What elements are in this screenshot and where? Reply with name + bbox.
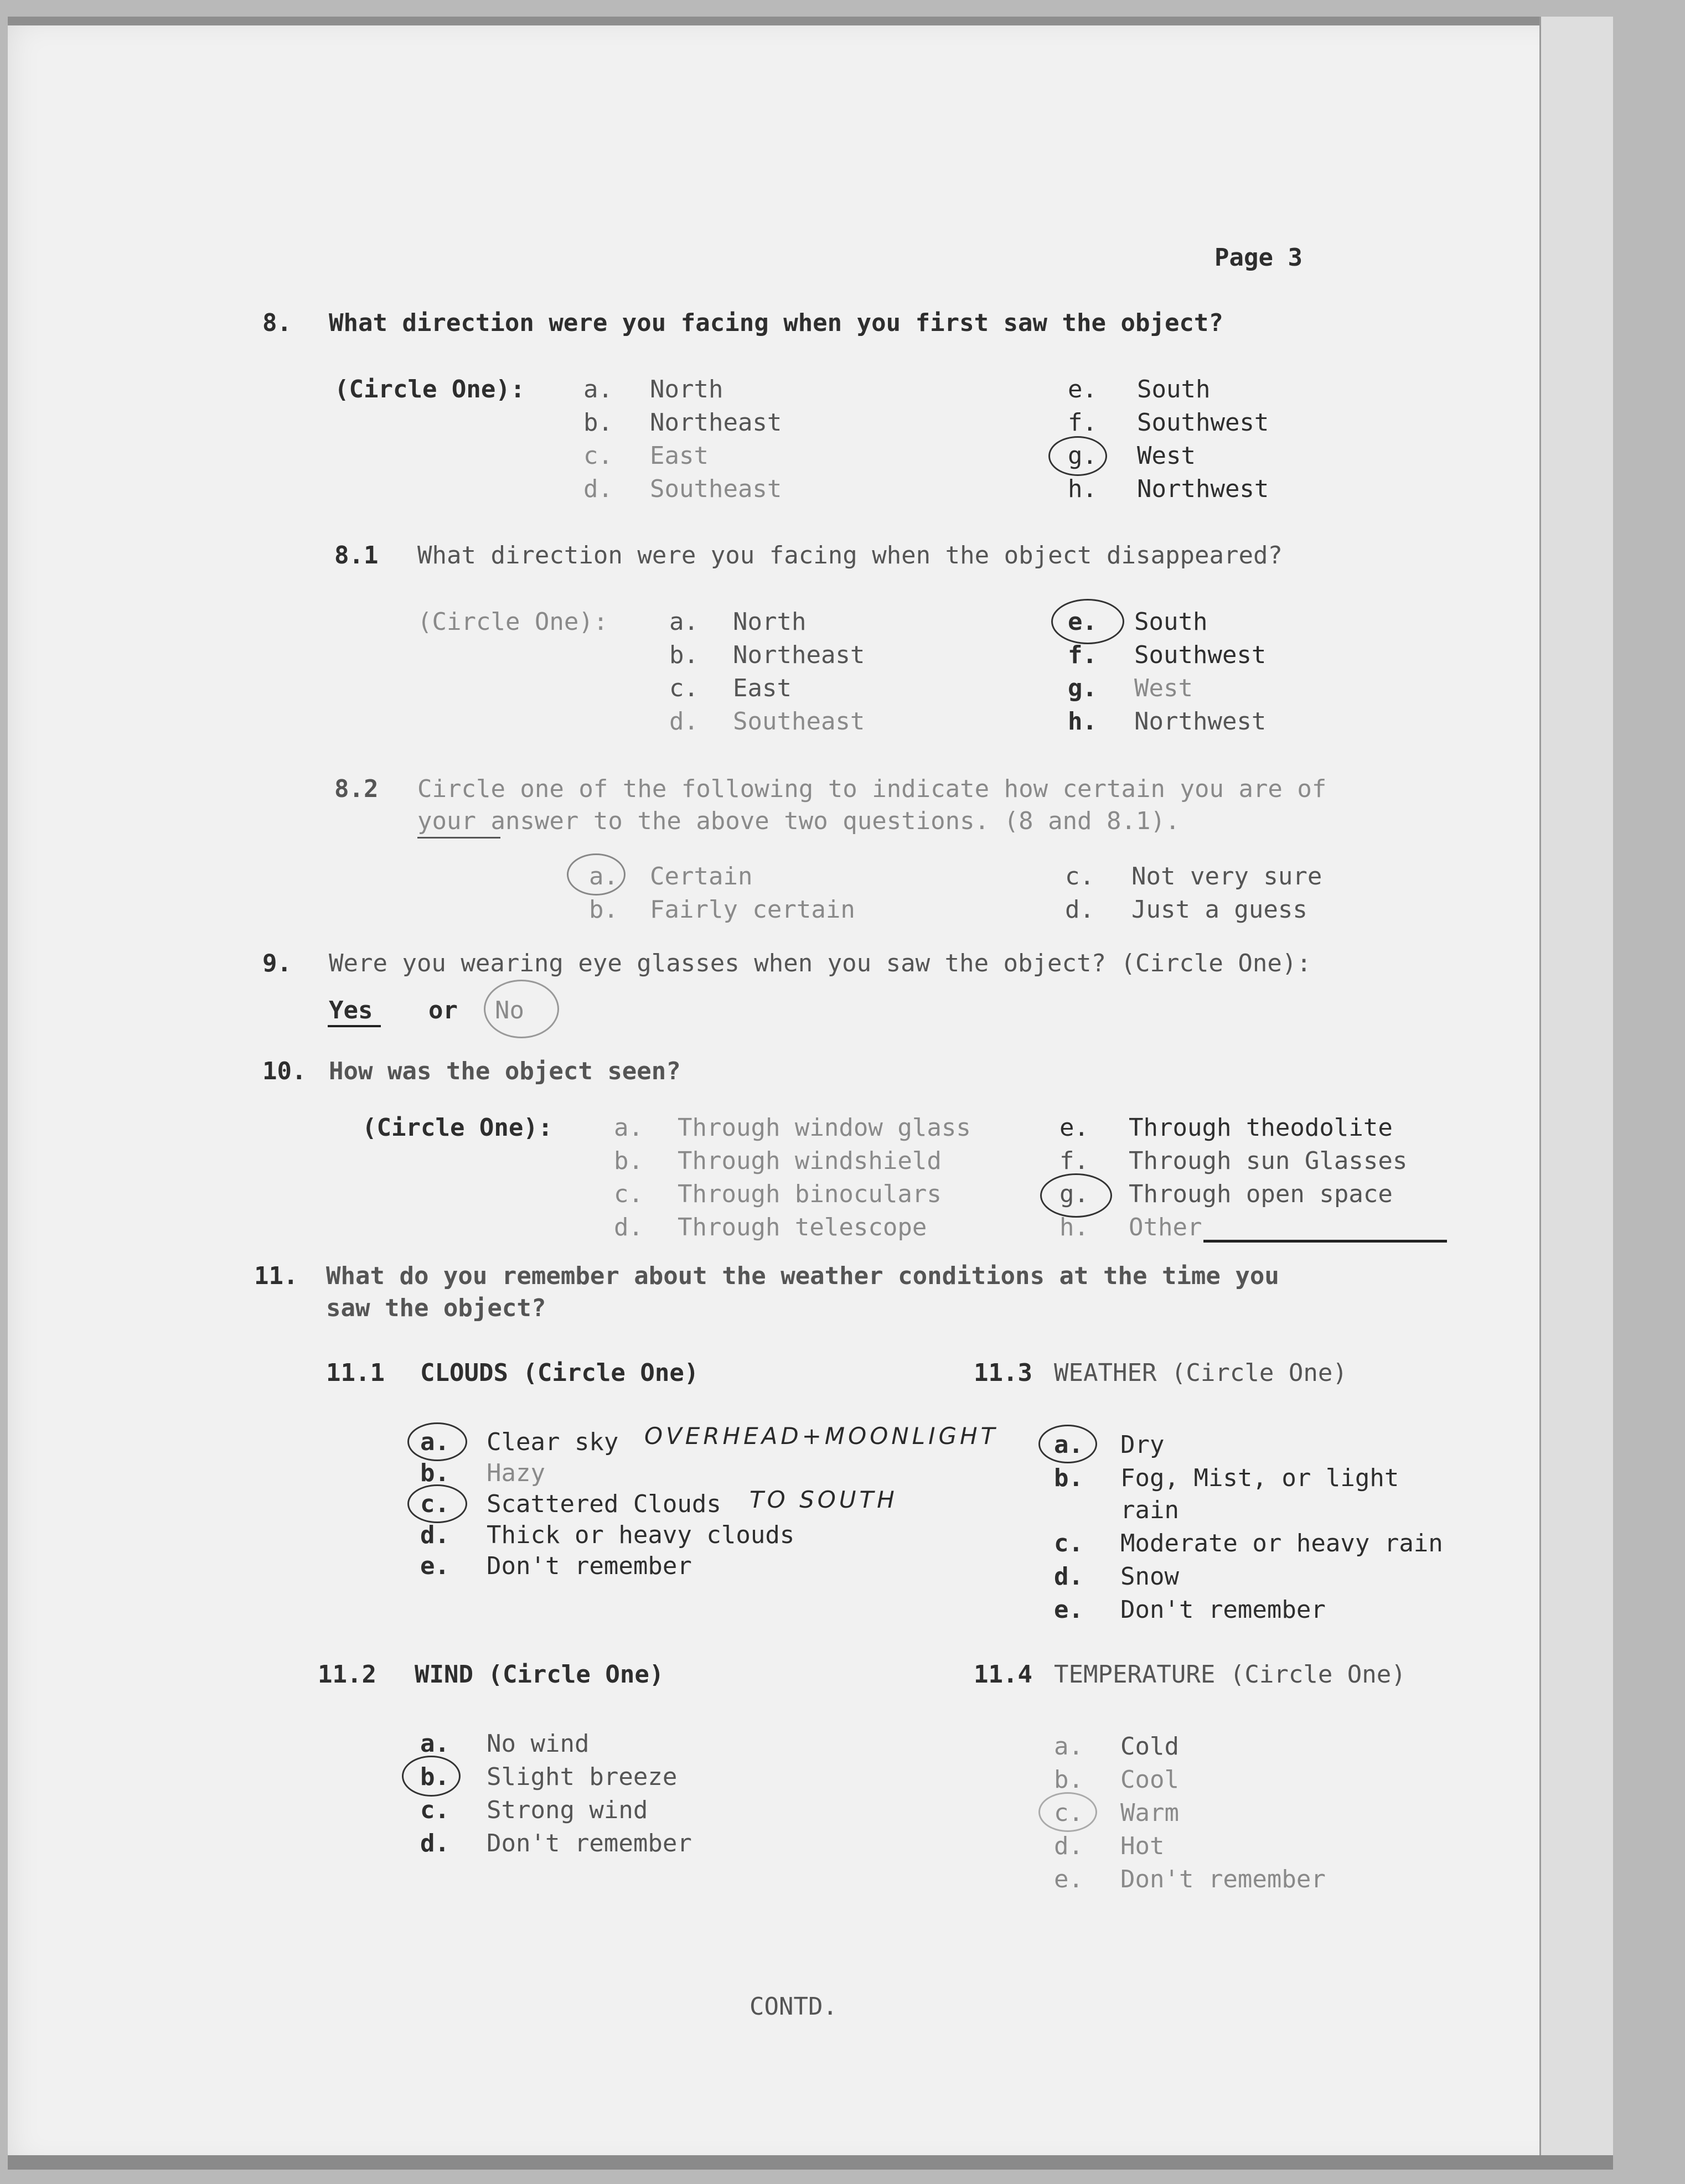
q8-option-letter: b. [583, 408, 613, 437]
q10-option-text: Through open space [1129, 1180, 1393, 1208]
q8-1-option-letter: f. [1068, 641, 1097, 669]
scan-edge-right [1539, 17, 1613, 2170]
q8-option-text: Northwest [1137, 475, 1269, 503]
q9-number: 9. [262, 949, 292, 977]
q8-1-instruction: (Circle One): [417, 608, 608, 636]
q11-2-option-text: Slight breeze [487, 1763, 678, 1791]
q10-option-text: Through windshield [678, 1147, 942, 1175]
q8-1-option-letter: a. [669, 608, 699, 636]
q11-2-heading: WIND (Circle One) [415, 1660, 664, 1689]
selection-circle-q11-4-warm [1038, 1792, 1097, 1832]
q10-option-letter: d. [614, 1213, 643, 1241]
q11-4-option-letter: c. [1054, 1799, 1083, 1827]
q8-1-option-letter: h. [1068, 707, 1097, 736]
q8-option-text: Southwest [1137, 408, 1269, 437]
q8-1-option-text: Southwest [1134, 641, 1267, 669]
q11-4-option-text: Cool [1120, 1766, 1179, 1794]
q11-3-heading: WEATHER (Circle One) [1054, 1359, 1347, 1387]
q8-option-letter: e. [1068, 375, 1097, 403]
handwritten-note-scattered-clouds: TO SOUTH [750, 1486, 898, 1513]
selection-circle-q8-1-south [1051, 599, 1124, 644]
q11-1-option-letter: e. [420, 1552, 449, 1580]
q11-2-option-letter: c. [420, 1796, 449, 1824]
q11-3-option-letter: c. [1054, 1529, 1083, 1557]
document-page [8, 17, 1613, 2170]
q8-2-option-letter: b. [589, 896, 618, 924]
footer-continued: CONTD. [750, 1992, 838, 2021]
q8-1-option-letter: c. [669, 674, 699, 702]
q8-1-option-text: South [1134, 608, 1208, 636]
q10-number: 10. [262, 1057, 307, 1085]
q8-2-line2: your answer to the above two questions. (8 and 8.1). [417, 807, 1180, 835]
q11-1-option-letter: d. [420, 1521, 449, 1549]
q11-4-option-text: Warm [1120, 1799, 1179, 1827]
selection-circle-q11-1-clear [407, 1422, 467, 1461]
q11-1-number: 11.1 [326, 1359, 385, 1387]
q11-4-heading: TEMPERATURE (Circle One) [1054, 1660, 1406, 1689]
q11-1-option-text: Don't remember [487, 1552, 692, 1580]
q11-3-option-letter: e. [1054, 1596, 1083, 1624]
q11-1-option-text: Scattered Clouds [487, 1490, 721, 1518]
q11-2-number: 11.2 [318, 1660, 376, 1689]
q11-4-option-text: Cold [1120, 1732, 1179, 1761]
q8-question: What direction were you facing when you first saw the object? [329, 309, 1223, 337]
q8-1-option-text: Northwest [1134, 707, 1267, 736]
q8-1-option-text: North [733, 608, 807, 636]
q11-1-option-text: Hazy [487, 1459, 545, 1487]
q11-2-option-letter: d. [420, 1829, 449, 1857]
q11-2-option-letter: a. [420, 1730, 449, 1758]
q11-3-option-letter: d. [1054, 1562, 1083, 1591]
q10-option-text: Through telescope [678, 1213, 927, 1241]
q11-4-option-text: Don't remember [1120, 1865, 1326, 1893]
q8-option-text: West [1137, 442, 1196, 470]
q8-instruction: (Circle One): [334, 375, 525, 403]
q10-question: How was the object seen? [329, 1057, 681, 1085]
q11-2-option-text: Strong wind [487, 1796, 648, 1824]
q11-number: 11. [254, 1262, 298, 1290]
q8-1-number: 8.1 [334, 541, 379, 570]
q8-1-option-text: West [1134, 674, 1193, 702]
q8-option-letter: f. [1068, 408, 1097, 437]
q8-2-option-letter: c. [1065, 862, 1094, 891]
q10-option-letter: c. [614, 1180, 643, 1208]
q9-or: or [428, 996, 458, 1024]
q10-option-text: Through window glass [678, 1114, 971, 1142]
q11-3-option-text: Dry [1120, 1431, 1165, 1459]
q10-other-blank [1203, 1240, 1447, 1243]
q8-option-letter: h. [1068, 475, 1097, 503]
q11-1-option-letter: c. [420, 1490, 449, 1518]
q11-3-option-letter: a. [1054, 1431, 1083, 1459]
q11-4-number: 11.4 [974, 1660, 1032, 1689]
q11-line2: saw the object? [326, 1294, 546, 1322]
q11-1-option-letter: a. [420, 1428, 449, 1456]
q10-option-text: Through binoculars [678, 1180, 942, 1208]
q11-2-option-letter: b. [420, 1763, 449, 1791]
q9-no: No [495, 996, 524, 1024]
scan-edge-top [8, 17, 1613, 25]
q8-1-option-letter: g. [1068, 674, 1097, 702]
q8-option-letter: g. [1068, 442, 1097, 470]
q11-1-option-text: Thick or heavy clouds [487, 1521, 795, 1549]
q8-number: 8. [262, 309, 292, 337]
q8-2-option-text: Just a guess [1131, 896, 1307, 924]
selection-circle-q11-1-scattered [407, 1484, 467, 1523]
selection-circle-q8-2-certain [567, 853, 626, 896]
q10-option-text: Through sun Glasses [1129, 1147, 1408, 1175]
q8-1-option-text: East [733, 674, 792, 702]
q8-option-text: North [650, 375, 723, 403]
page-number: Page 3 [1214, 244, 1302, 272]
scan-edge-bottom [8, 2155, 1613, 2170]
q11-3-option-letter: b. [1054, 1464, 1083, 1492]
q8-1-question: What direction were you facing when the object disappeared? [417, 541, 1283, 570]
q11-2-option-text: Don't remember [487, 1829, 692, 1857]
q11-3-option-text: Fog, Mist, or light [1120, 1464, 1399, 1492]
q8-option-letter: d. [583, 475, 613, 503]
q8-2-option-text: Fairly certain [650, 896, 855, 924]
q10-option-text: Other [1129, 1213, 1202, 1241]
q11-4-option-letter: d. [1054, 1832, 1083, 1860]
q8-2-option-text: Certain [650, 862, 753, 891]
q9-yes: Yes [329, 996, 373, 1024]
q8-option-text: Southeast [650, 475, 782, 503]
q8-2-number: 8.2 [334, 775, 379, 803]
q9-yes-underline [328, 1025, 381, 1027]
q10-instruction: (Circle One): [362, 1114, 553, 1142]
q11-3-option-text: Snow [1120, 1562, 1179, 1591]
q10-option-letter: h. [1059, 1213, 1089, 1241]
q11-2-option-text: No wind [487, 1730, 590, 1758]
q10-option-letter: e. [1059, 1114, 1089, 1142]
q8-2-option-letter: d. [1065, 896, 1094, 924]
q8-2-underline [417, 837, 500, 839]
q10-option-text: Through theodolite [1129, 1114, 1393, 1142]
q11-line1: What do you remember about the weather conditions at the time you [326, 1262, 1279, 1290]
q8-2-option-letter: a. [589, 862, 618, 891]
q8-2-line1: Circle one of the following to indicate how certain you are of [417, 775, 1327, 803]
q11-3-number: 11.3 [974, 1359, 1032, 1387]
q11-4-option-letter: b. [1054, 1766, 1083, 1794]
q8-2-option-text: Not very sure [1131, 862, 1322, 891]
q10-option-letter: f. [1059, 1147, 1089, 1175]
q11-1-option-letter: b. [420, 1459, 449, 1487]
q11-4-option-letter: e. [1054, 1865, 1083, 1893]
q10-option-letter: g. [1059, 1180, 1089, 1208]
q11-3-option-text: Don't remember [1120, 1596, 1326, 1624]
handwritten-note-clear-sky: OVERHEAD+MOONLIGHT [644, 1422, 999, 1450]
q9-question: Were you wearing eye glasses when you saw the object? (Circle One): [329, 949, 1311, 977]
selection-circle-q11-3-dry [1038, 1425, 1097, 1463]
q8-option-letter: a. [583, 375, 613, 403]
selection-circle-q10-open-space [1040, 1173, 1112, 1218]
selection-circle-q8-west [1048, 436, 1107, 476]
selection-circle-q9-no [484, 980, 559, 1038]
q8-1-option-text: Southeast [733, 707, 865, 736]
q8-option-text: Northeast [650, 408, 782, 437]
q11-1-heading: CLOUDS (Circle One) [420, 1359, 699, 1387]
q11-4-option-letter: a. [1054, 1732, 1083, 1761]
q8-option-letter: c. [583, 442, 613, 470]
q8-option-text: South [1137, 375, 1211, 403]
q11-3-option-text: Moderate or heavy rain [1120, 1529, 1443, 1557]
q8-1-option-letter: d. [669, 707, 699, 736]
q10-option-letter: a. [614, 1114, 643, 1142]
q11-1-option-text: Clear sky [487, 1428, 619, 1456]
q11-3-option-text: rain [1120, 1496, 1179, 1524]
q8-1-option-letter: b. [669, 641, 699, 669]
q10-option-letter: b. [614, 1147, 643, 1175]
q11-4-option-text: Hot [1120, 1832, 1165, 1860]
q8-1-option-text: Northeast [733, 641, 865, 669]
q8-option-text: East [650, 442, 709, 470]
selection-circle-q11-2-slight [402, 1756, 461, 1797]
q8-1-option-letter: e. [1068, 608, 1097, 636]
